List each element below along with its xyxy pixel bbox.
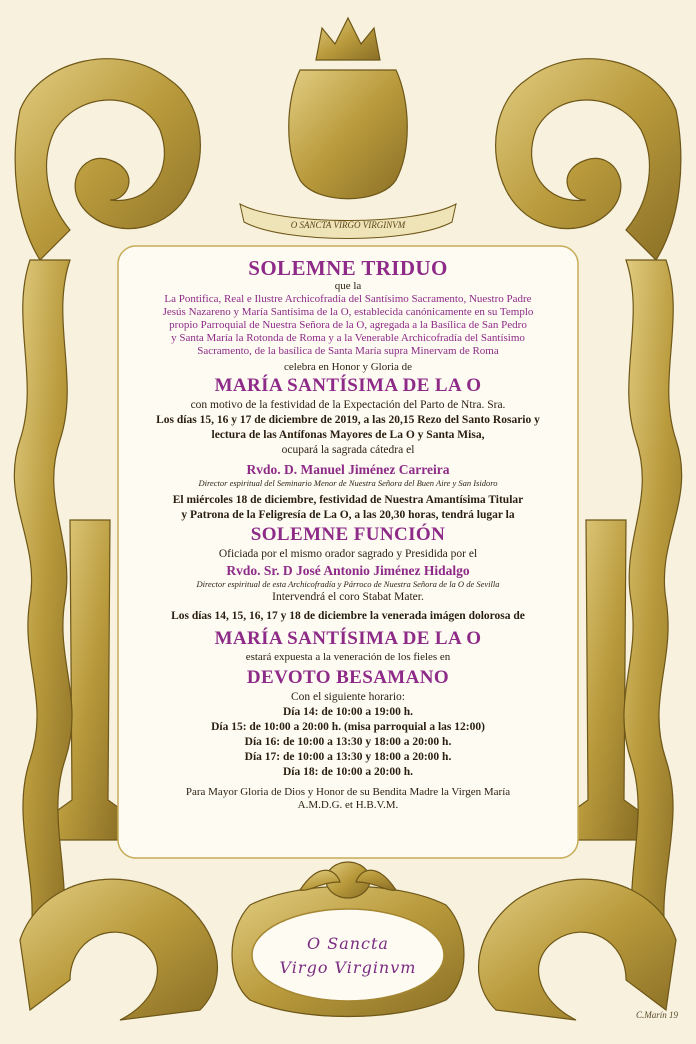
preacher-1-role: Director espiritual del Seminario Menor de Nuestra Señora del Buen Aire y San Isidoro (198, 478, 498, 488)
artist-signature: C.Marín 19 (635, 1010, 678, 1020)
brotherhood-line: Jesús Nazareno y María Santísima de la O, establecida canónicamente en su Templo (162, 306, 534, 318)
que-la: que la (334, 280, 362, 292)
miercoles (130, 493, 566, 523)
preacher-2: Rvdo. Sr. D José Antonio Jiménez Hidalgo (226, 563, 470, 578)
brotherhood-line: propio Parroquial de Nuestra Señora de la O, agregada a la Basílica de San Pedro (169, 319, 527, 331)
horario-intro: Con el siguiente horario: (290, 691, 406, 703)
crest-crown (316, 18, 380, 60)
horario-list (130, 705, 566, 780)
bottom-left-scroll (20, 879, 217, 1020)
dias-rezo-line: Los días 15, 16 y 17 de diciembre de 2019, a las 20,15 Rezo del Santo Rosario y (156, 414, 540, 426)
oficiada: Oficiada por el mismo orador sagrado y Presidida por el (218, 548, 478, 560)
ribbon-motto: O SANCTA VIRGO VIRGINVM (290, 220, 406, 230)
preacher-2-role: Director espiritual de esta Archicofradía y Párroco de Nuestra Señora de la O de Sevilla (196, 579, 500, 589)
dias-rezo-line: lectura de las Antífonas Mayores de La O y Santa Misa, (211, 429, 485, 441)
miercoles-line: y Patrona de la Feligresía de La O, a las 20,30 horas, tendrá lugar la (181, 509, 515, 521)
celebra: celebra en Honor y Gloria de (284, 361, 412, 373)
funcion: SOLEMNE FUNCIÓN (250, 524, 446, 545)
brotherhood-line: La Pontifica, Real e Ilustre Archicofradía del Santísimo Sacramento, Nuestro Padre (164, 293, 532, 305)
dias-besamano: Los días 14, 15, 16, 17 y 18 de diciembre la venerada imágen dolorosa de (171, 610, 525, 622)
dias-rezo (130, 413, 566, 443)
motivo: con motivo de la festividad de la Expectación del Parto de Ntra. Sra. (190, 399, 506, 411)
title: SOLEMNE TRIDUO (248, 256, 448, 280)
top-right-scroll (496, 59, 681, 260)
closing: Para Mayor Gloria de Dios y Honor de su Bendita Madre la Virgen María (185, 786, 511, 798)
cartouche-inner (252, 909, 444, 1001)
cartouche-line-2: Virgo Virginvm (279, 958, 417, 977)
bottom-right-scroll (479, 879, 676, 1020)
crest-shield (289, 70, 408, 199)
besamano: DEVOTO BESAMANO (246, 667, 450, 688)
top-left-scroll (15, 59, 200, 260)
amdg: A.M.D.G. et H.B.V.M. (297, 799, 399, 811)
horario-item: Día 18: de 10:00 a 20:00 h. (282, 766, 413, 778)
horario-item: Día 14: de 10:00 a 19:00 h. (282, 706, 413, 718)
miercoles-line: El miércoles 18 de diciembre, festividad de Nuestra Amantísima Titular (172, 494, 524, 506)
ocupara: ocupará la sagrada cátedra el (281, 444, 415, 456)
preacher-1: Rvdo. D. Manuel Jiménez Carreira (246, 462, 450, 477)
brotherhood-line: Sacramento, de la basílica de Santa María supra Minervam de Roma (197, 345, 499, 357)
coro: Intervendrá el coro Stabat Mater. (272, 591, 424, 603)
brotherhood-line: y Santa María la Rotonda de Roma y a la Venerable Archicofradía del Santísimo (171, 332, 525, 344)
poster-text (130, 256, 566, 812)
cartouche-line-1: O Sancta (307, 934, 389, 953)
brotherhood-paragraph (130, 293, 566, 358)
virgin-name-2: MARÍA SANTÍSIMA DE LA O (214, 628, 482, 649)
horario-item: Día 16: de 10:00 a 13:30 y 18:00 a 20:00 h. (244, 736, 452, 748)
horario-item: Día 17: de 10:00 a 13:30 y 18:00 a 20:00 h. (244, 751, 452, 763)
virgin-name-1: MARÍA SANTÍSIMA DE LA O (214, 375, 482, 396)
expuesta: estará expuesta a la veneración de los fieles en (245, 651, 451, 663)
horario-item: Día 15: de 10:00 a 20:00 h. (misa parroquial a las 12:00) (211, 721, 485, 733)
